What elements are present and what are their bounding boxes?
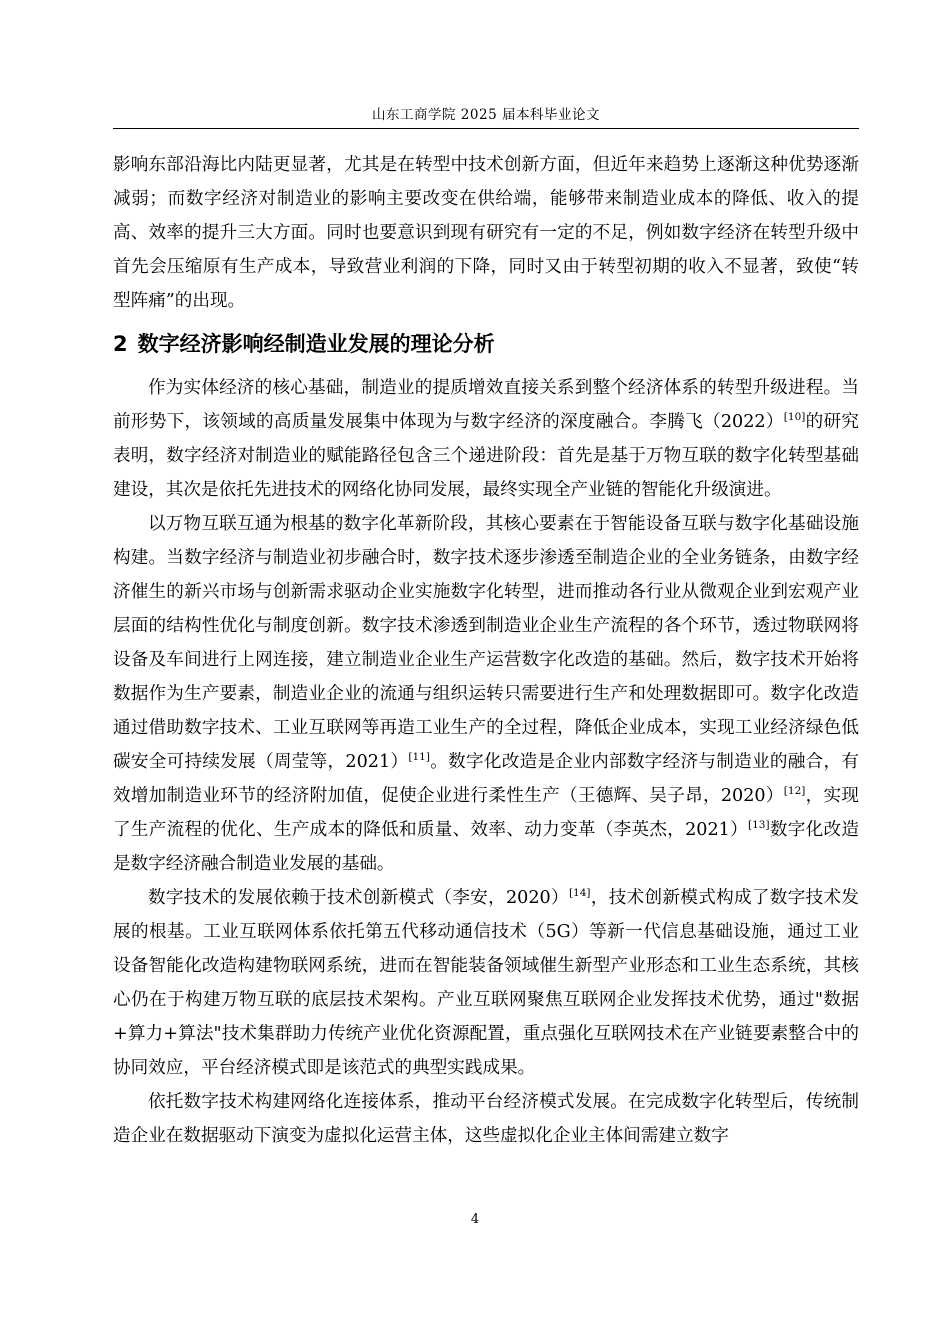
section-title: 数字经济影响经制造业发展的理论分析 <box>137 332 495 356</box>
section-heading <box>113 324 859 364</box>
paragraph-3-text-b: ，技术创新模式构成了数字技术发展的根基。工业互联网体系依托第五代移动通信技术（5G）等新一代信息基础设施，通过工业设备智能化改造构建物联网系统，进而在智能装备领域催生新型产业形态和工业生态系统，其核心仍在于构建万物互联的底层技术架构。产业互联网聚焦互联网企业发挥技术优势，通过"数据+算力+算法"技术集群助力传统产业优化资源配置，重点强化互联网技术在产业链要素整合中的协同效应，平台经济模式即是该范式的典型实践成果。 <box>113 888 859 1078</box>
running-header-title: 山东工商学院 2025 届本科毕业论文 <box>372 107 600 123</box>
paragraph-3-text-a: 数字技术的发展依赖于技术创新模式（李安，2020） <box>148 888 569 908</box>
running-header <box>113 106 859 129</box>
citation-10: [10] <box>783 411 806 424</box>
paragraph-2-text-b: 。数字化改造是企业内部数字经济与制造业的融合，有效增加制造业环节的经济附加值，促使企业进行柔性生产（王德辉、吴子昂，2020） <box>113 752 859 806</box>
paragraph-1-text-b: 的研究表明，数字经济对制造业的赋能路径包含三个递进阶段：首先是基于万物互联的数字化转型基础建设，其次是依托先进技术的网络化协同发展，最终实现全产业链的智能化升级演进。 <box>113 412 859 500</box>
paragraph-2-text-a: 以万物互联互通为根基的数字化革新阶段，其核心要素在于智能设备互联与数字化基础设施构建。当数字经济与制造业初步融合时，数字技术逐步渗透至制造企业的全业务链条，由数字经济催生的新兴市场与创新需求驱动企业实施数字化转型，进而推动各行业从微观企业到宏观产业层面的结构性优化与制度创新。数字技术渗透到制造业企业生产流程的各个环节，透过物联网将设备及车间进行上网连接，建立制造业企业生产运营数字化改造的基础。然后，数字技术开始将数据作为生产要素，制造业企业的流通与组织运转只需要进行生产和处理数据即可。数字化改造通过借助数字技术、工业互联网等再造工业生产的全过程，降低企业成本，实现工业经济绿色低碳安全可持续发展（周莹等，2021） <box>113 514 859 772</box>
citation-12: [12] <box>783 785 806 798</box>
paragraph-2-text-d: 数字化改造是数字经济融合制造业发展的基础。 <box>113 820 859 874</box>
paragraph-3 <box>113 881 859 1085</box>
page-body <box>113 148 859 1153</box>
paragraph-4: 依托数字技术构建网络化连接体系，推动平台经济模式发展。在完成数字化转型后，传统制造企业在数据驱动下演变为虚拟化运营主体，这些虚拟化企业主体间需建立数字 <box>113 1092 859 1146</box>
paragraph-1-text-a: 作为实体经济的核心基础，制造业的提质增效直接关系到整个经济体系的转型升级进程。当前形势下，该领域的高质量发展集中体现为与数字经济的深度融合。李腾飞（2022） <box>113 378 859 432</box>
paragraph-2-text-c: ，实现了生产流程的优化、生产成本的降低和质量、效率、动力变革（李英杰，2021） <box>113 786 859 840</box>
citation-11: [11] <box>408 751 430 764</box>
paragraph-1 <box>113 371 859 507</box>
section-number: 2 <box>113 332 128 356</box>
continuation-paragraph: 影响东部沿海比内陆更显著，尤其是在转型中技术创新方面，但近年来趋势上逐渐这种优势逐渐减弱；而数字经济对制造业的影响主要改变在供给端，能够带来制造业成本的降低、收入的提高、效率的提升三大方面。同时也要意识到现有研究有一定的不足，例如数字经济在转型升级中首先会压缩原有生产成本，导致营业利润的下降，同时又由于转型初期的收入不显著，致使“转型阵痛”的出现。 <box>113 155 859 311</box>
paragraph-2 <box>113 507 859 881</box>
citation-14: [14] <box>568 887 591 900</box>
citation-13: [13] <box>748 819 770 832</box>
page-number: 4 <box>470 1212 480 1227</box>
